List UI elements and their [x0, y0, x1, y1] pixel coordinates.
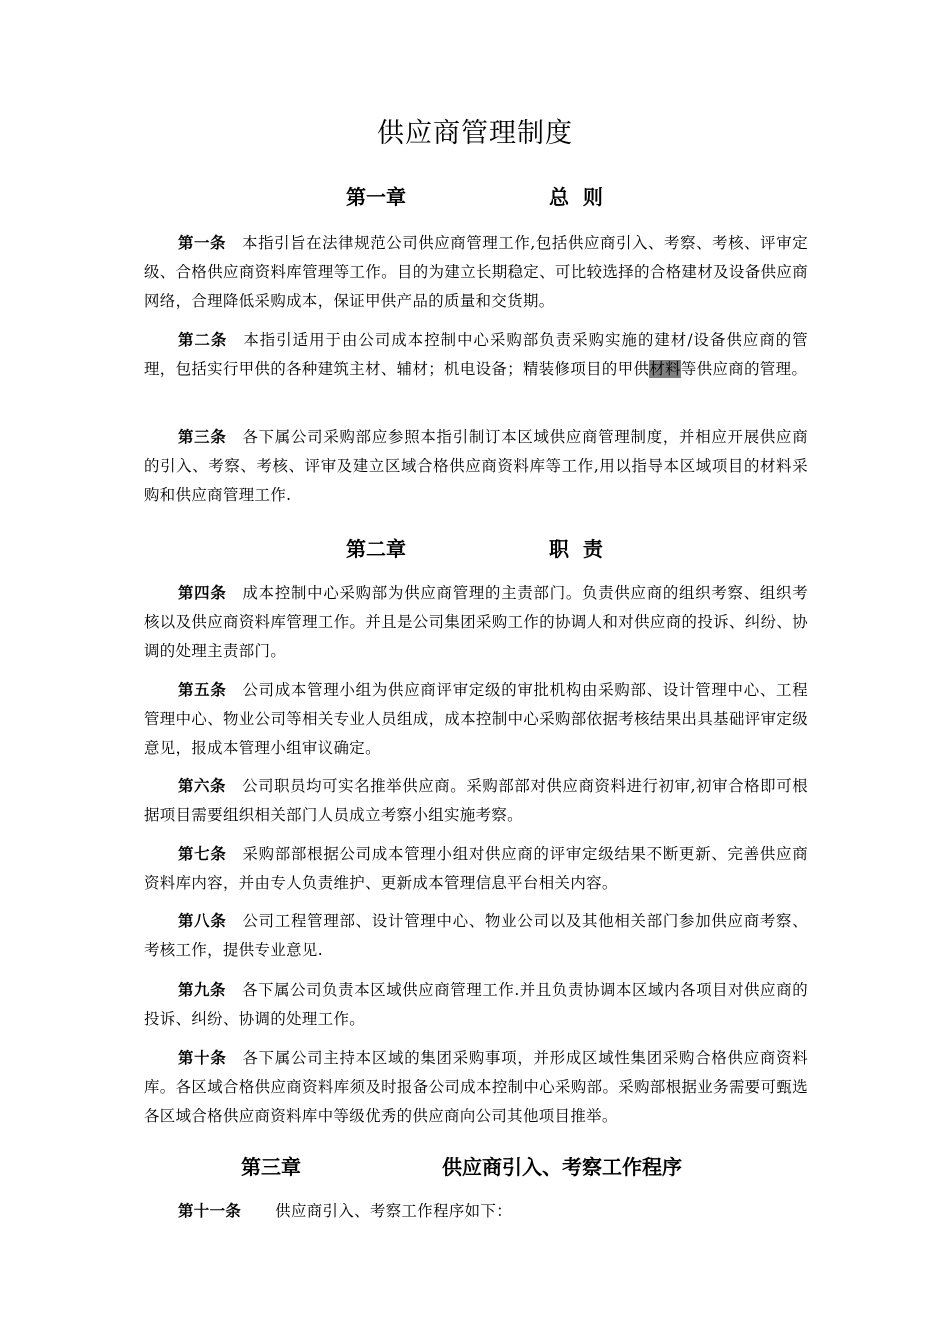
article-7 [144, 840, 808, 898]
chapter-1-title: 总 则 [549, 185, 603, 209]
chapter-2-title: 职 责 [549, 537, 603, 561]
chapter-1-number: 第一章 [346, 185, 406, 209]
article-8 [144, 907, 808, 965]
article-10-text: 各下属公司主持本区域的集团采购事项，并形成区域性集团采购合格供应商资料库。各区域合格供应商资料库须及时报备公司成本控制中心采购部。采购部根据业务需要可甄选各区域合格供应商资料库中等级优秀的供应商向公司其他项目推举。 [144, 1049, 808, 1125]
article-2-text: 本指引适用于由公司成本控制中心采购部负责采购实施的建材/设备供应商的管理，包括实行甲供的各种建筑主材、辅材；机电设备；精装修项目的甲供 [144, 331, 809, 378]
article-5 [144, 676, 808, 763]
chapter-3-number: 第三章 [241, 1155, 301, 1179]
article-3-label: 第三条 [178, 428, 227, 446]
article-2-text-after: 等供应商的管理。 [680, 360, 808, 378]
article-3-text: 各下属公司采购部应参照本指引制订本区域供应商管理制度，并相应开展供应商的引入、考察、考核、评审及建立区域合格供应商资料库等工作,用以指导本区域项目的材料采购和供应商管理工作. [144, 428, 808, 504]
article-6-label: 第六条 [178, 777, 227, 795]
article-9-label: 第九条 [178, 981, 227, 999]
article-11-text: 供应商引入、考察工作程序如下： [275, 1202, 513, 1220]
chapter-3-title: 供应商引入、考察工作程序 [442, 1155, 682, 1179]
article-2-label: 第二条 [178, 331, 228, 349]
chapter-1-heading [0, 181, 950, 213]
article-5-label: 第五条 [178, 681, 227, 699]
article-10-label: 第十条 [178, 1049, 227, 1067]
article-1-label: 第一条 [178, 234, 227, 252]
article-8-text: 公司工程管理部、设计管理中心、物业公司以及其他相关部门参加供应商考察、考核工作，提供专业意见. [144, 912, 808, 959]
article-9 [144, 976, 808, 1034]
article-8-label: 第八条 [178, 912, 227, 930]
document-title: 供应商管理制度 [377, 118, 573, 149]
article-4-label: 第四条 [178, 584, 227, 602]
article-4 [144, 579, 808, 666]
chapter-3-heading [0, 1151, 950, 1183]
article-10 [144, 1044, 808, 1131]
article-4-text: 成本控制中心采购部为供应商管理的主责部门。负责供应商的组织考察、组织考核以及供应商资料库管理工作。并且是公司集团采购工作的协调人和对供应商的投诉、纠纷、协调的处理主责部门。 [144, 584, 808, 660]
article-6 [144, 772, 808, 830]
article-11 [144, 1197, 808, 1226]
article-9-text: 各下属公司负责本区域供应商管理工作.并且负责协调本区域内各项目对供应商的投诉、纠纷、协调的处理工作。 [144, 981, 808, 1028]
article-5-text: 公司成本管理小组为供应商评审定级的审批机构由采购部、设计管理中心、工程管理中心、物业公司等相关专业人员组成，成本控制中心采购部依据考核结果出具基础评审定级意见，报成本管理小组审议确定。 [144, 681, 808, 757]
article-2-highlight: 材料 [649, 360, 681, 378]
article-6-text: 公司职员均可实名推举供应商。采购部部对供应商资料进行初审,初审合格即可根据项目需要组织相关部门人员成立考察小组实施考察。 [144, 777, 808, 824]
chapter-2-heading [0, 533, 950, 565]
article-11-label: 第十一条 [178, 1202, 242, 1220]
article-1 [144, 229, 808, 316]
chapter-2-number: 第二章 [346, 537, 406, 561]
article-1-text: 本指引旨在法律规范公司供应商管理工作,包括供应商引入、考察、考核、评审定级、合格供应商资料库管理等工作。目的为建立长期稳定、可比较选择的合格建材及设备供应商网络，合理降低采购成本，保证甲供产品的质量和交货期。 [144, 234, 808, 310]
article-2 [144, 326, 808, 384]
article-3 [144, 423, 808, 510]
article-7-label: 第七条 [178, 845, 227, 863]
article-7-text: 采购部部根据公司成本管理小组对供应商的评审定级结果不断更新、完善供应商资料库内容，并由专人负责维护、更新成本管理信息平台相关内容。 [144, 845, 808, 892]
